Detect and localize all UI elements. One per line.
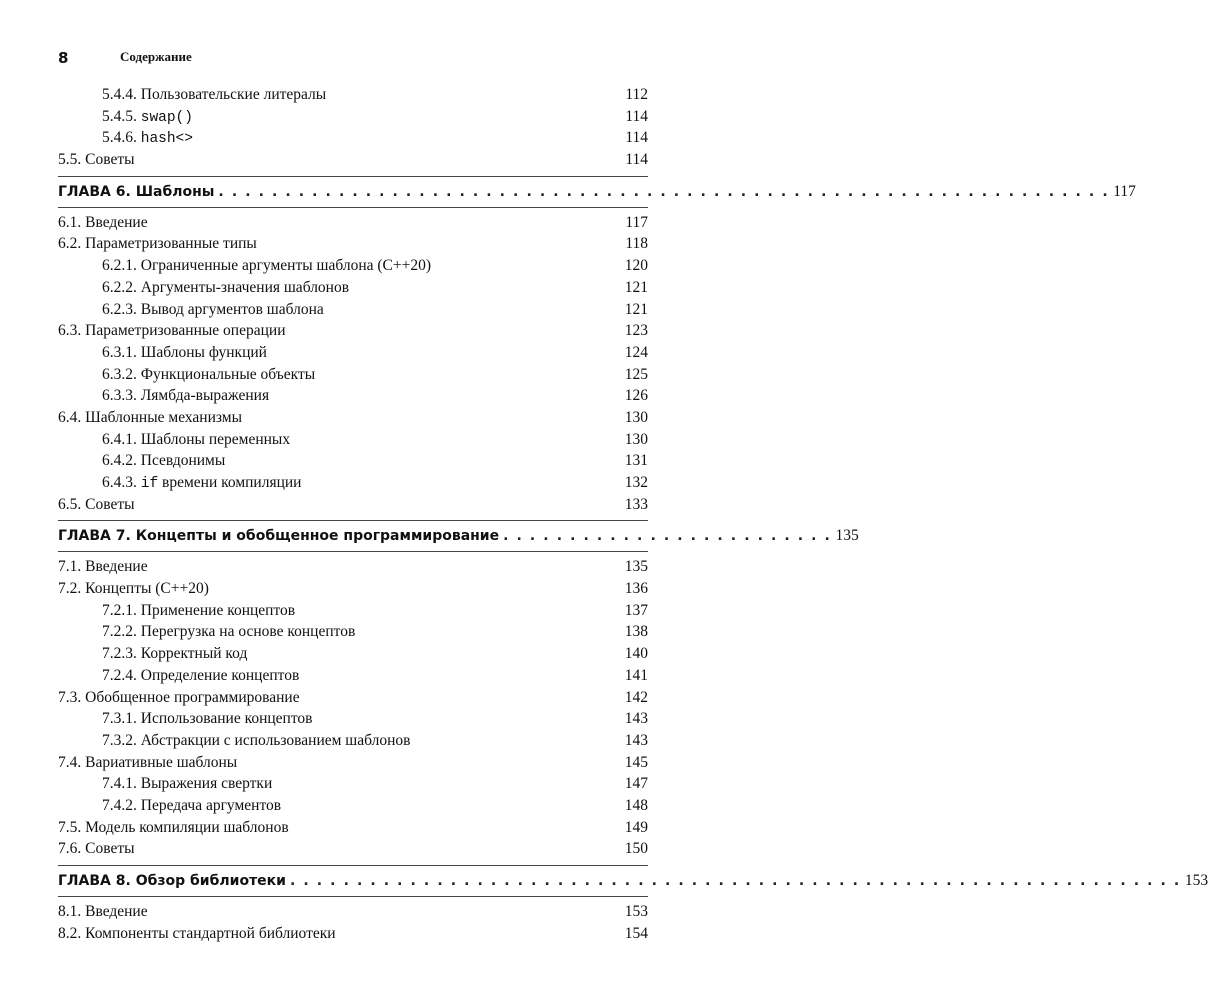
toc-entry-number: 6.2. <box>58 235 82 253</box>
toc-page-number: 126 <box>624 387 648 405</box>
toc-entry-number: 7.2. <box>58 580 82 598</box>
toc-entry-5-4-5 <box>58 106 648 128</box>
toc-entry-title: Шаблоны функций <box>140 343 267 361</box>
toc-entry-title: Введение <box>85 213 148 231</box>
toc-entry-number: 7.3. <box>58 688 82 706</box>
toc-entry-number: 5.4.6. <box>102 129 137 147</box>
toc-entry-6-3-2 <box>58 364 648 386</box>
toc-entry-title: Использование концептов <box>140 710 313 728</box>
leader-dots: . . . . . . . . . . . . . . . . . . . . . . . . . <box>503 528 832 545</box>
toc-entry-number: 7.3.1. <box>102 710 137 728</box>
chapter-title: ГЛАВА 7. Концепты и обобщенное программирование <box>58 528 500 545</box>
toc-entry-7-2-1 <box>58 600 648 622</box>
chapter-7-heading <box>58 521 859 551</box>
toc-page-number: 114 <box>625 107 648 125</box>
toc-entry-code: if <box>140 476 159 492</box>
toc-page-number: 136 <box>624 580 648 598</box>
toc-page-number: 150 <box>624 840 648 858</box>
toc-entry-number: 6.2.1. <box>102 257 137 275</box>
toc-entry-title: Советы <box>85 151 135 169</box>
toc-entry-number: 7.5. <box>58 818 82 836</box>
toc-entry-number: 8.2. <box>58 924 82 942</box>
toc-page-number: 121 <box>624 278 648 296</box>
toc-entry-number: 6.3.1. <box>102 343 137 361</box>
toc-entry-title: Компоненты стандартной библиотеки <box>85 924 336 942</box>
toc-entry-title: Ограниченные аргументы шаблона (C++20) <box>140 257 432 275</box>
toc-entry-title: Советы <box>85 495 135 513</box>
toc-entry-number: 6.3. <box>58 322 82 340</box>
toc-entry-7-4 <box>58 752 648 774</box>
toc-entry-title: Применение концептов <box>140 601 296 619</box>
toc-page-number: 141 <box>624 666 648 684</box>
toc-entry-number: 7.4.1. <box>102 775 137 793</box>
toc-page-number: 149 <box>624 818 648 836</box>
toc-page-number: 131 <box>624 452 648 470</box>
chapter-page-number: 153 <box>1184 872 1208 889</box>
toc-entry-number: 6.3.3. <box>102 387 137 405</box>
toc-entry-number: 8.1. <box>58 903 82 920</box>
toc-page-number: 142 <box>624 688 648 706</box>
toc-entry-title: Введение <box>85 558 148 576</box>
toc-entry-6-3-1 <box>58 342 648 364</box>
toc-page-number: 133 <box>624 495 648 513</box>
toc-entry-code: swap() <box>140 109 193 126</box>
toc-entry-5-5 <box>58 149 648 171</box>
toc-page-number: 120 <box>624 257 648 275</box>
toc-page-number: 130 <box>624 430 648 448</box>
running-head-title: Содержание <box>120 49 192 64</box>
toc-entry-6-5 <box>58 494 648 516</box>
table-of-contents <box>58 84 1208 944</box>
toc-entry-code: hash<> <box>140 131 193 148</box>
toc-page-number: 114 <box>625 151 648 169</box>
toc-page-number: 143 <box>624 710 648 728</box>
toc-entry-title: Параметризованные операции <box>85 322 286 340</box>
toc-entry-title: Функциональные объекты <box>140 365 316 383</box>
toc-entry-number: 6.4.1. <box>102 430 137 448</box>
toc-entry-6-4-3 <box>58 472 648 494</box>
toc-page-number: 143 <box>624 731 648 749</box>
chapter-divider <box>58 551 648 552</box>
toc-entry-6-4 <box>58 407 648 429</box>
page-number: 8 <box>58 49 69 67</box>
toc-entry-number: 6.4.2. <box>102 452 137 470</box>
toc-entry-title: Выражения свертки <box>140 775 273 793</box>
toc-entry-title: Модель компиляции шаблонов <box>85 818 289 836</box>
toc-page-number: 130 <box>624 408 648 426</box>
toc-entry-7-6 <box>58 838 648 860</box>
toc-entry-number: 5.4.5. <box>102 107 137 125</box>
toc-entry-title: Корректный код <box>140 645 248 663</box>
toc-page-number: 112 <box>625 86 648 103</box>
toc-entry-number: 7.6. <box>58 840 82 858</box>
toc-entry-title: Лямбда-выражения <box>140 387 270 405</box>
leader-dots: . . . . . . . . . . . . . . . . . . . . . . . . . . . . . . . . . . . . . . . . . . . . . . . . . . . . . . . . . . . . . . . . . . . <box>218 183 1110 200</box>
toc-entry-number: 7.2.3. <box>102 645 137 663</box>
toc-entry-number: 7.2.1. <box>102 601 137 619</box>
toc-page-number: 121 <box>624 300 648 318</box>
toc-entry-number: 6.1. <box>58 213 82 231</box>
chapter-8-heading <box>58 866 1208 896</box>
toc-entry-6-2 <box>58 233 648 255</box>
toc-entry-number: 6.5. <box>58 495 82 513</box>
toc-entry-number: 6.4.3. <box>102 474 137 491</box>
toc-entry-7-2 <box>58 578 648 600</box>
toc-entry-title: Параметризованные типы <box>85 235 257 253</box>
toc-entry-7-1 <box>58 556 648 578</box>
toc-entry-5-4-4 <box>58 84 648 106</box>
toc-entry-6-4-2 <box>58 450 648 472</box>
toc-entry-title: Определение концептов <box>140 666 300 684</box>
toc-entry-7-2-2 <box>58 621 648 643</box>
toc-page-number: 132 <box>624 474 648 491</box>
toc-entry-title: Вариативные шаблоны <box>85 753 238 771</box>
toc-page-number: 148 <box>624 796 648 814</box>
toc-entry-number: 6.2.3. <box>102 300 137 318</box>
toc-entry-6-1 <box>58 212 648 234</box>
toc-entry-number: 6.2.2. <box>102 278 137 296</box>
chapter-page-number: 117 <box>1113 182 1136 200</box>
toc-page-number: 135 <box>624 558 648 576</box>
toc-entry-title: Перегрузка на основе концептов <box>140 623 356 641</box>
toc-entry-number: 6.3.2. <box>102 365 137 383</box>
toc-page-number: 153 <box>624 903 648 920</box>
chapter-divider <box>58 896 648 897</box>
toc-entry-8-2 <box>58 923 648 945</box>
toc-page-number: 114 <box>625 129 648 147</box>
toc-page-number: 117 <box>625 213 648 231</box>
toc-page-number: 123 <box>624 322 648 340</box>
toc-entry-title: Обобщенное программирование <box>85 688 300 706</box>
running-head <box>58 49 192 69</box>
toc-entry-7-5 <box>58 817 648 839</box>
toc-entry-number: 5.4.4. <box>102 86 137 103</box>
toc-entry-number: 6.4. <box>58 408 82 426</box>
toc-entry-number: 5.5. <box>58 151 82 169</box>
toc-entry-title: Шаблоны переменных <box>140 430 291 448</box>
toc-entry-title: времени компиляции <box>162 474 302 491</box>
toc-entry-7-2-3 <box>58 643 648 665</box>
toc-entry-number: 7.4. <box>58 753 82 771</box>
toc-entry-title: Вывод аргументов шаблона <box>140 300 324 318</box>
toc-page-number: 140 <box>624 645 648 663</box>
chapter-title: ГЛАВА 8. Обзор библиотеки <box>58 873 286 889</box>
toc-entry-title: Аргументы-значения шаблонов <box>140 278 350 296</box>
toc-entry-7-2-4 <box>58 665 648 687</box>
toc-page-number: 154 <box>624 924 648 942</box>
chapter-page-number: 135 <box>835 527 859 545</box>
toc-entry-6-3-3 <box>58 385 648 407</box>
chapter-title: ГЛАВА 6. Шаблоны <box>58 183 215 200</box>
toc-entry-number: 7.3.2. <box>102 731 137 749</box>
toc-entry-8-1 <box>58 901 648 923</box>
toc-page-number: 138 <box>624 623 648 641</box>
toc-entry-6-2-2 <box>58 277 648 299</box>
toc-entry-6-4-1 <box>58 429 648 451</box>
toc-entry-title: Введение <box>85 903 148 920</box>
toc-entry-title: Советы <box>85 840 135 858</box>
toc-page-number: 125 <box>624 365 648 383</box>
toc-entry-title: Передача аргументов <box>140 796 282 814</box>
toc-entry-7-3 <box>58 687 648 709</box>
toc-entry-7-4-2 <box>58 795 648 817</box>
toc-entry-title: Шаблонные механизмы <box>85 408 243 426</box>
toc-page-number: 145 <box>624 753 648 771</box>
toc-page-number: 147 <box>624 775 648 793</box>
toc-entry-title: Абстракции с использованием шаблонов <box>140 731 411 749</box>
chapter-6-heading <box>58 177 1136 207</box>
toc-entry-6-3 <box>58 320 648 342</box>
toc-entry-title: Пользовательские литералы <box>140 86 327 103</box>
toc-entry-6-2-3 <box>58 299 648 321</box>
toc-page-number: 137 <box>624 601 648 619</box>
toc-entry-number: 7.2.4. <box>102 666 137 684</box>
toc-entry-7-3-2 <box>58 730 648 752</box>
toc-entry-title: Концепты (C++20) <box>85 580 209 598</box>
toc-entry-title: Псевдонимы <box>140 452 226 470</box>
toc-entry-number: 7.2.2. <box>102 623 137 641</box>
chapter-divider <box>58 207 648 208</box>
toc-entry-number: 7.4.2. <box>102 796 137 814</box>
toc-page-number: 124 <box>624 343 648 361</box>
toc-page-number: 118 <box>625 235 648 253</box>
toc-entry-5-4-6 <box>58 127 648 149</box>
toc-entry-6-2-1 <box>58 255 648 277</box>
toc-entry-7-4-1 <box>58 773 648 795</box>
toc-entry-number: 7.1. <box>58 558 82 576</box>
toc-entry-7-3-1 <box>58 708 648 730</box>
leader-dots: . . . . . . . . . . . . . . . . . . . . . . . . . . . . . . . . . . . . . . . . . . . . . . . . . . . . . . . . . . . . . . . . . . . <box>290 873 1181 889</box>
